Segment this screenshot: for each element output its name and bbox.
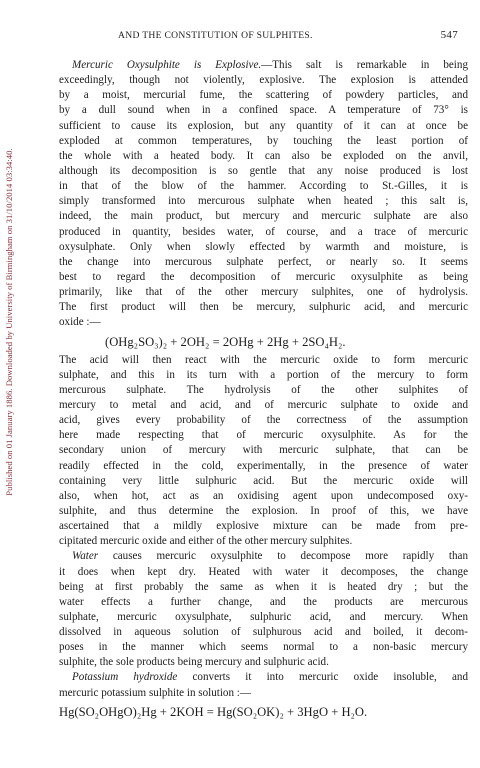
text-line: mercury to metal and acid, and of mercuric sulphate to oxide and	[59, 398, 468, 411]
text-line: primarily, like that of the other mercury sulphites, one of hydrolysis.	[59, 286, 468, 299]
text-line: it does when kept dry. Heated with water it decomposes, the change	[59, 565, 468, 578]
text-line: containing very little sulphuric acid. But the mercuric oxide will	[59, 474, 468, 487]
text-line: also, when hot, act as an oxidising agent upon undecomposed oxy-	[59, 489, 468, 502]
text-line: simply transformed into mercurous sulphate when heated ; this salt is,	[59, 195, 468, 208]
text-line: although its decomposition is so gentle that any noise produced is lost	[59, 164, 468, 177]
section-heading: Water	[72, 550, 99, 563]
text-line: here made respecting that of mercuric oxysulphite. As for the	[59, 429, 468, 442]
text-line: the change into mercurous sulphate perfect, or nearly so. It seems	[59, 255, 468, 268]
text-line: sufficient to cause its explosion, but any quantity of it can at once be	[59, 119, 468, 132]
text-line: cipitated mercuric oxide and either of the other mercury sulphites.	[59, 535, 353, 548]
chemical-equation: Hg(SO₂OHgO)₂Hg + 2KOH = Hg(SO₂OK)₂ + 3HgO + H₂O.	[59, 704, 368, 719]
text-line: The first product will then be mercury, sulphuric acid, and mercuric	[59, 301, 468, 314]
page-header	[62, 30, 468, 44]
article-body	[59, 58, 468, 722]
text-line: by a dull sound when in a confined space. A temperature of 73° is	[59, 104, 468, 117]
text-line: being at first probably the same as when it is heated dry ; but the	[59, 580, 468, 593]
chemical-equation: (OHg₂SO₃)₂ + 2OH₂ = 2OHg + 2Hg + 2SO₄H₂.	[105, 334, 346, 349]
text-line: Potassium hydroxide converts it into mercuric oxide insoluble, and	[72, 671, 468, 684]
download-stamp	[0, 0, 18, 768]
text-line: Water causes mercuric oxysulphite to decompose more rapidly than	[72, 550, 468, 563]
page-number: 547	[440, 29, 458, 41]
text-line: mercuric potassium sulphite in solution :—	[59, 686, 251, 699]
text-line: sulphite, and thus determine the explosion. In proof of this, we have	[59, 504, 468, 517]
text-line: poses in the manner which seems normal to a non-basic mercury	[59, 641, 468, 654]
running-title: AND THE CONSTITUTION OF SULPHITES.	[118, 30, 313, 41]
text-line: water effects a further change, and the products are mercurous	[59, 595, 468, 608]
text-line: oxide :—	[59, 316, 101, 329]
paragraph-water	[59, 549, 468, 670]
text-line: acid, gives every probability of the correctness of the assumption	[59, 414, 468, 427]
paragraph-acid-reaction	[59, 353, 468, 550]
text-line: best to regard the decomposition of mercuric oxysulphite as being	[59, 270, 468, 283]
text-line: indeed, the main product, but mercury and mercuric sulphate are also	[59, 210, 468, 223]
text-line: readily effected in the cold, experimentally, in the presence of water	[59, 459, 468, 472]
section-heading: Potassium hydroxide	[72, 671, 178, 684]
paragraph-mercuric-oxysulphite-explosive	[59, 58, 468, 331]
text-line: sulphate, and this in its turn with a portion of the mercury to form	[59, 368, 468, 381]
text-line: produced in quantity, besides water, of course, and a trace of mercuric	[59, 225, 468, 238]
text-line: exploded at common temperatures, by touching the least portion of	[59, 134, 468, 147]
text-line: the whole with a heated body. It can also be exploded on the anvil,	[59, 149, 468, 162]
text-line: dissolved in aqueous solution of sulphurous acid and boiled, it decom-	[59, 626, 468, 639]
section-heading: Mercuric Oxysulphite is Explosive.	[72, 59, 262, 71]
text-line: oxysulphate. Only when slowly effected by warmth and moisture, is	[59, 240, 468, 253]
paragraph-potassium-hydroxide	[59, 670, 468, 700]
text-line: mercurous sulphate. The hydrolysis of the other sulphites of	[59, 383, 468, 396]
text-line: Mercuric Oxysulphite is Explosive.—This salt is remarkable in being	[72, 59, 468, 71]
download-stamp-text: Published on 01 January 1886. Downloaded by University of Birmingham on 31/10/2014 03:34:40.	[4, 148, 14, 496]
text-line: exceedingly, though not violently, explosive. The explosion is attended	[59, 74, 468, 87]
text-line: sulphite, the sole products being mercury and sulphuric acid.	[59, 656, 329, 669]
text-line: sulphate, mercuric oxysulphate, sulphuric acid, and mercury. When	[59, 610, 468, 623]
text-line: The acid will then react with the mercuric oxide to form mercuric	[59, 353, 468, 366]
text-line: by a moist, mercurial fume, the scattering of powdery particles, and	[59, 89, 468, 102]
text-line: ascertained that a mildly explosive mixture can be made from pre-	[59, 520, 468, 533]
text-line: in that of the blow of the hammer. According to St.-Gilles, it is	[59, 180, 468, 193]
text-line: secondary union of mercury with mercuric sulphate, that can be	[59, 444, 468, 457]
